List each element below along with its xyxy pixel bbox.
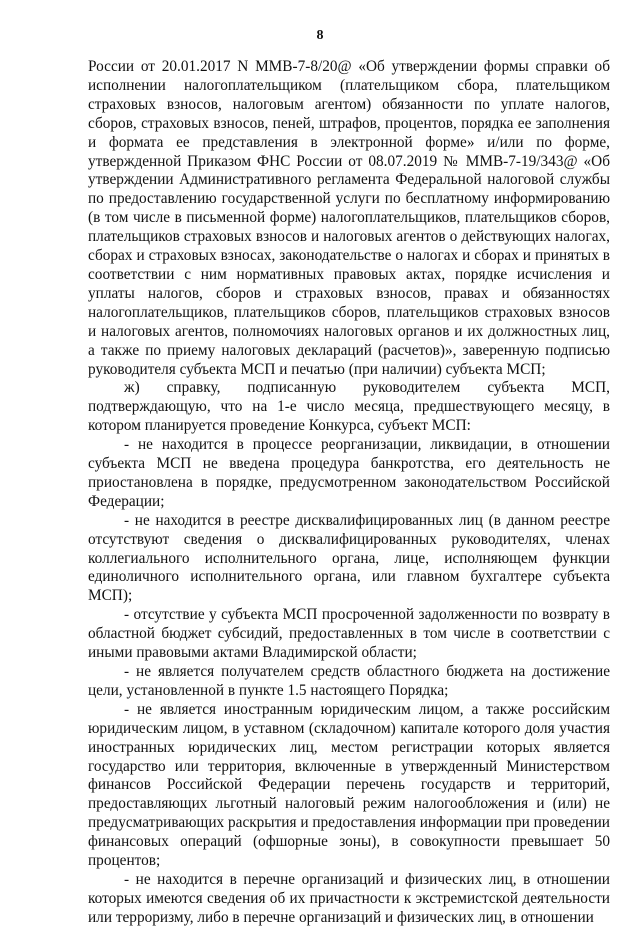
page-number: 8 xyxy=(316,28,324,43)
document-body xyxy=(88,58,610,928)
paragraph-bullet-foreign-entity: - не является иностранным юридическим лицом, а также российским юридическим лицом, в уставном (складочном) капитале которого доля участия иностранных юридических лиц, местом регистрации которых является государство или территория, включенные в утвержденный Министерством финансов Российской Федерации перечень государств и территорий, предоставляющих льготный налоговый режим налогообложения и (или) не предусматривающих раскрытия и предоставления информации при проведении финансовых операций (офшорные зоны), в совокупности превышает 50 процентов; xyxy=(88,700,610,870)
paragraph-bullet-disqualified-registry: - не находится в реестре дисквалифицированных лиц (в данном реестре отсутствуют сведения о дисквалифицированных руководителях, членах коллегиального исполнительного органа, лице, исполняющем функции единоличного исполнительного органа, или главном бухгалтере субъекта МСП); xyxy=(88,511,610,605)
paragraph-bullet-reorganization: - не находится в процессе реорганизации, ликвидации, в отношении субъекта МСП не введена процедура банкротства, его деятельность не приостановлена в порядке, предусмотренном законодательством Российской Федерации; xyxy=(88,436,610,510)
paragraph-item-zh: ж) справку, подписанную руководителем субъекта МСП, подтверждающую, что на 1-е число месяца, предшествующего месяцу, в котором планируется проведение Конкурса, субъект МСП: xyxy=(88,379,610,435)
paragraph-bullet-budget-recipient: - не является получателем средств областного бюджета на достижение цели, установленной в пункте 1.5 настоящего Порядка; xyxy=(88,663,610,699)
paragraph-bullet-overdue-debt: - отсутствие у субъекта МСП просроченной задолженности по возврату в областной бюджет субсидий, предоставленных в том числе в соответствии с иными правовыми актами Владимирской области; xyxy=(88,606,610,662)
paragraph-continuation: России от 20.01.2017 N ММВ-7-8/20@ «Об утверждении формы справки об исполнении налогоплательщиком (плательщиком сбора, плательщиком страховых взносов, налоговым агентом) обязанности по уплате налогов, сборов, страховых взносов, пеней, штрафов, процентов, порядка ее заполнения и формата ее представления в электронной форме» и/или по форме, утвержденной Приказом ФНС России от 08.07.2019 № ММВ-7-19/343@ «Об утверждении Административного регламента Федеральной налоговой службы по предоставлению государственной услуги по бесплатному информированию (в том числе в письменной форме) налогоплательщиков, плательщиков сборов, плательщиков страховых взносов и налоговых агентов о действующих налогах, сборах и страховых взносах, законодательстве о налогах и сборах и принятых в соответствии с ним нормативных правовых актах, порядке исчисления и уплаты налогов, сборов и страховых взносов, правах и обязанностях налогоплательщиков, плательщиков сборов, плательщиков страховых взносов и налоговых агентов, полномочиях налоговых органов и их должностных лиц, а также по приему налоговых деклараций (расчетов)», заверенную подписью руководителя субъекта МСП и печатью (при наличии) субъекта МСП; xyxy=(88,58,610,378)
paragraph-bullet-extremism-list: - не находится в перечне организаций и физических лиц, в отношении которых имеются сведения об их причастности к экстремистской деятельности или терроризму, либо в перечне организаций и физических лиц, в отношении xyxy=(88,870,610,926)
